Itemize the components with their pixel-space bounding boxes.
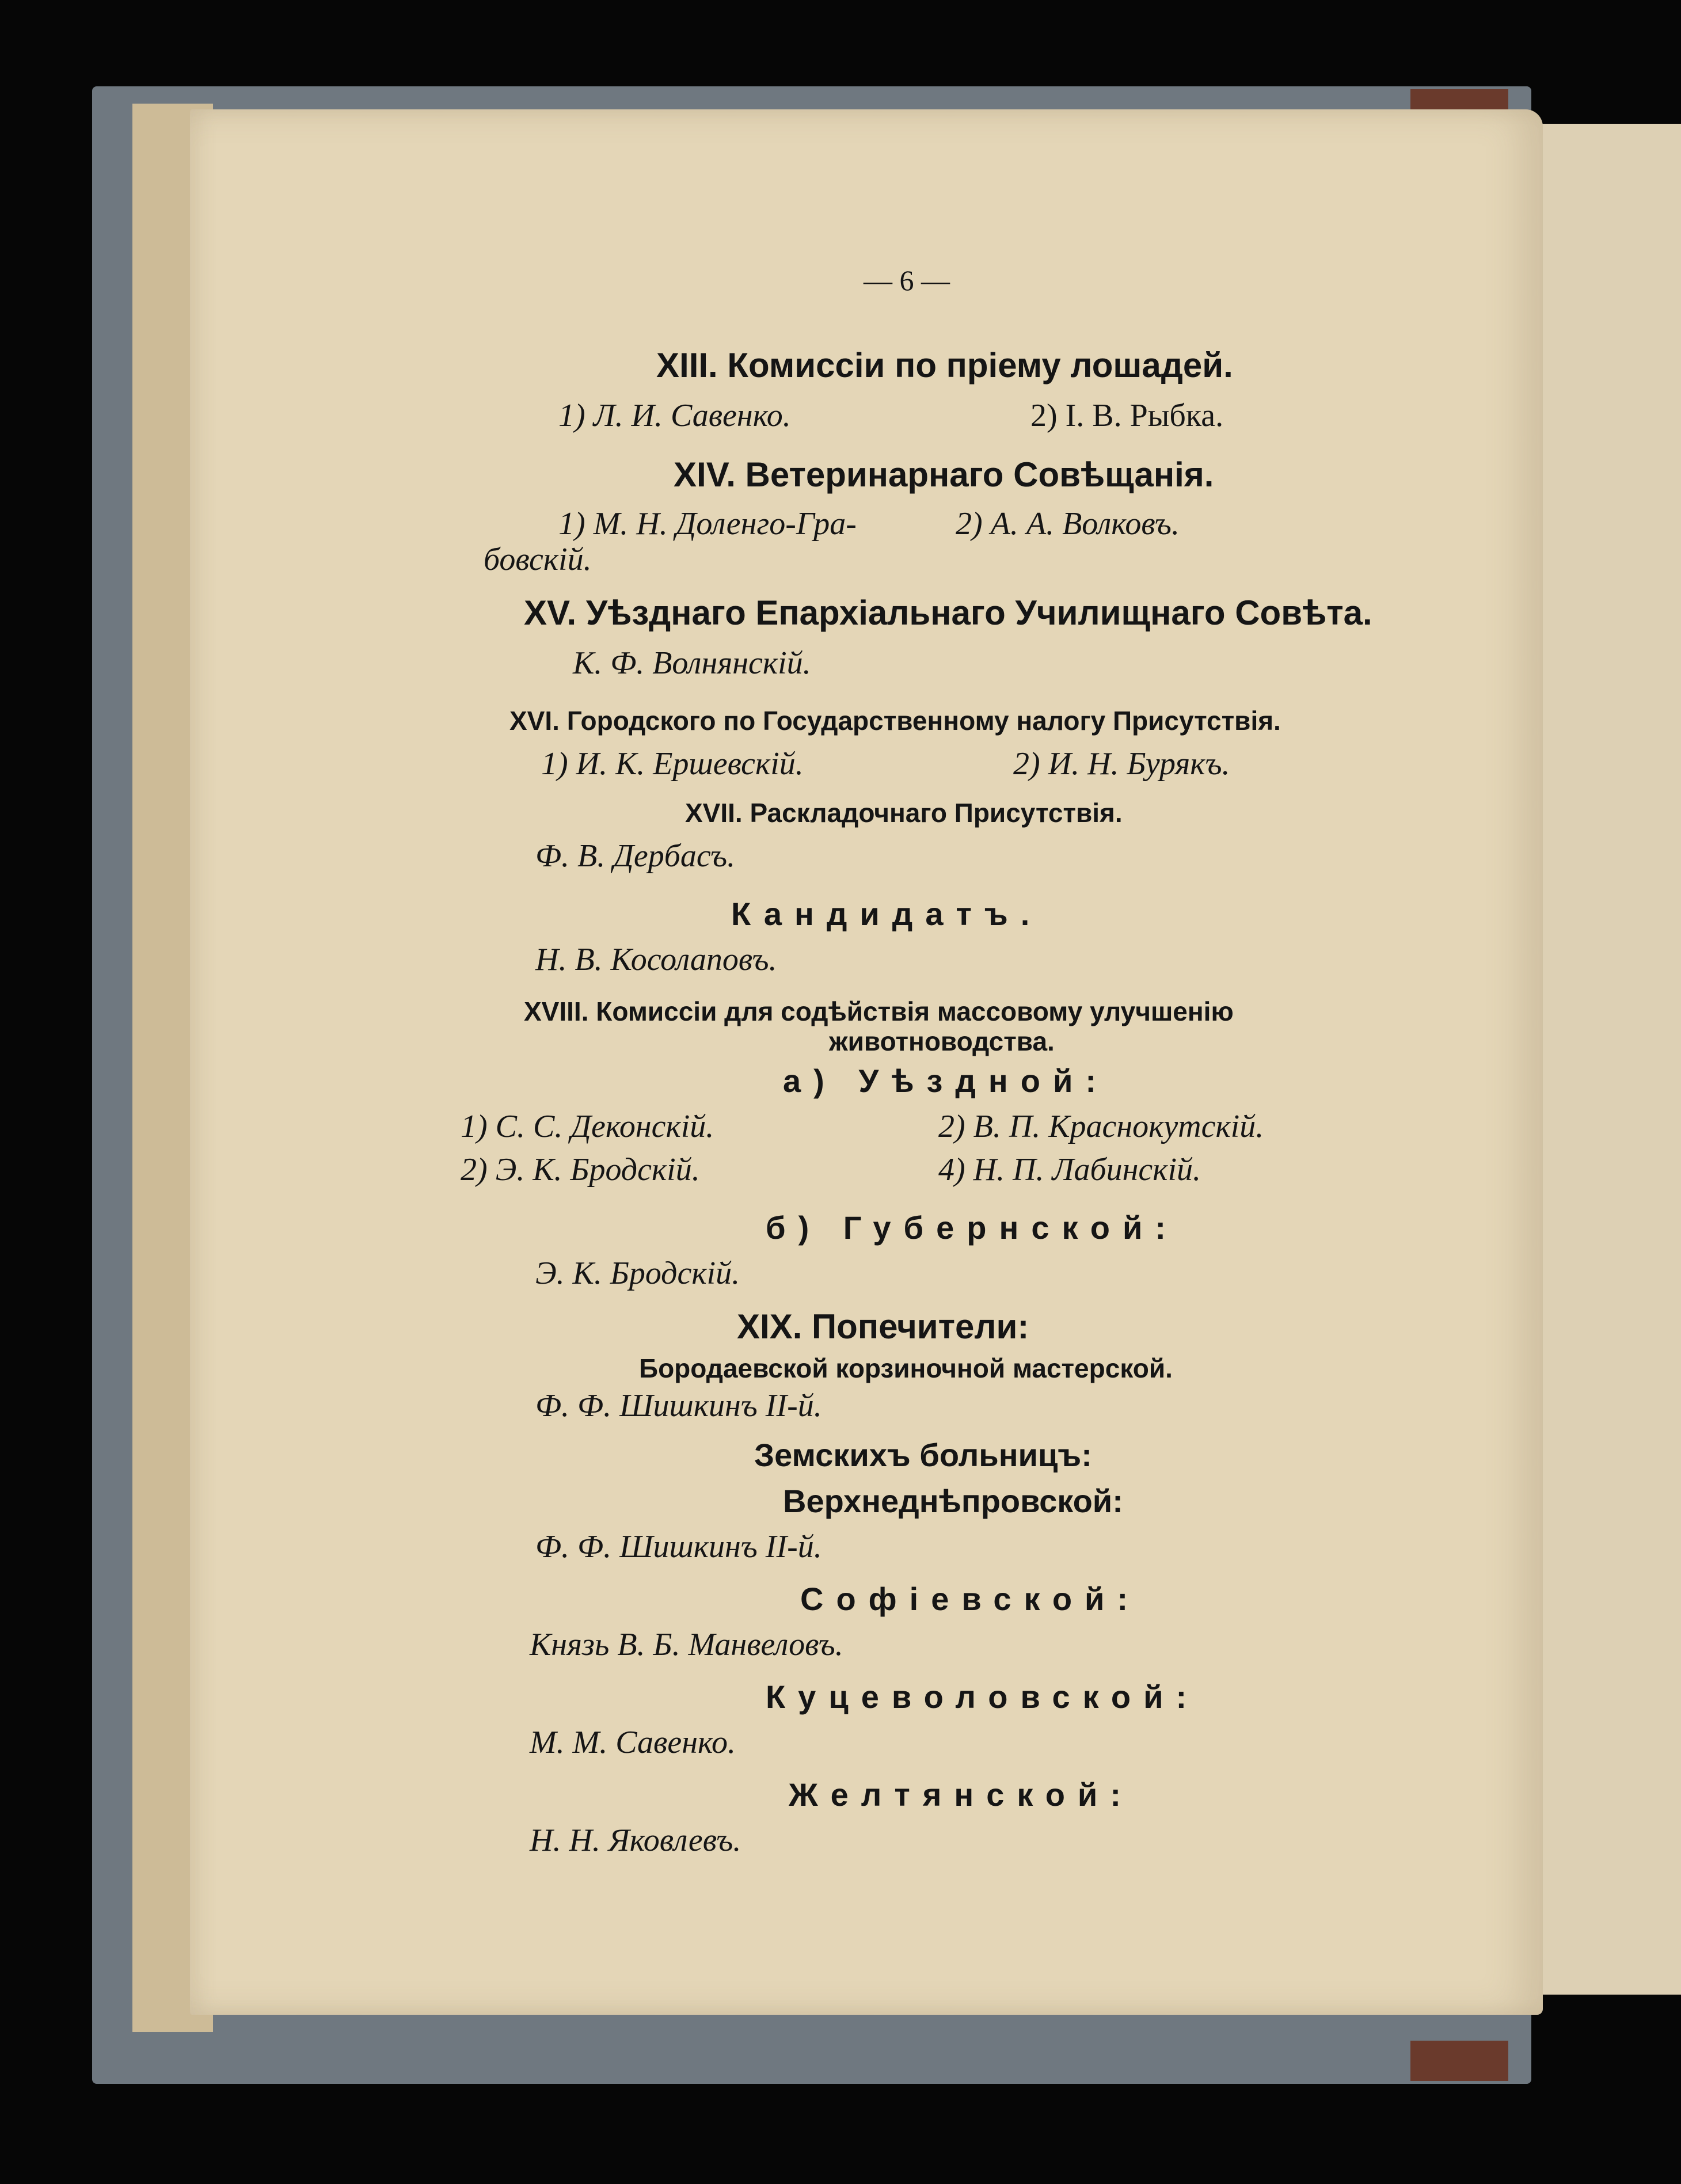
section-18-province-heading: б) Губернской: [766, 1209, 1179, 1246]
section-17-member: Ф. В. Дербасъ. [535, 838, 736, 874]
page [190, 109, 1543, 2015]
section-19-sub-member: Ф. Ф. Шишкинъ II-й. [535, 1388, 822, 1424]
section-14-heading: XIV. Ветеринарнаго Совѣщанія. [674, 455, 1214, 494]
section-18-district-member-4: 4) Н. П. Лабинскій. [938, 1152, 1201, 1188]
section-18-heading-line-2: животноводства. [829, 1026, 1055, 1056]
section-13-member-2: 2) І. В. Рыбка. [1030, 398, 1224, 433]
section-19-sub-heading: Бородаевской корзиночной мастерской. [639, 1353, 1173, 1383]
section-19-hospitals-heading: Земскихъ больницъ: [754, 1437, 1092, 1473]
right-facing-page [1531, 124, 1681, 1995]
section-14-member-2: 2) А. А. Волковъ. [956, 506, 1180, 542]
section-14-member-1: 1) М. Н. Доленго-Гра- [558, 506, 857, 542]
page-number: — 6 — [864, 264, 950, 296]
section-14-member-1-continuation: бовскій. [484, 542, 592, 577]
section-18-district-member-3: 2) Э. К. Бродскій. [461, 1152, 700, 1188]
section-18-heading-line-1: XVIII. Комиссіи для содѣйствія массовому улучшенію [524, 996, 1234, 1026]
hospital-name: Софіевской: [800, 1581, 1141, 1617]
section-18-district-member-1: 1) С. С. Деконскій. [461, 1109, 714, 1144]
section-15-heading: XV. Уѣзднаго Епархіальнаго Училищнаго Совѣта. [524, 593, 1372, 632]
hospital-name: Куцеволовской: [766, 1679, 1200, 1715]
hospital-name: Желтянской: [789, 1776, 1134, 1813]
hospital-member: М. М. Савенко. [530, 1725, 736, 1760]
spine-strip-bottom [1410, 2041, 1508, 2081]
section-19-heading: XIX. Попечители: [737, 1307, 1029, 1346]
section-13-heading: XIII. Комиссіи по пріему лошадей. [656, 346, 1233, 385]
section-16-member-2: 2) И. Н. Бурякъ. [1013, 746, 1230, 782]
section-17-heading: XVII. Раскладочнаго Присутствія. [685, 798, 1123, 828]
section-18-district-member-2: 2) В. П. Краснокутскій. [938, 1109, 1264, 1144]
section-17-candidate: Н. В. Косолаповъ. [535, 942, 777, 977]
hospital-member: Ф. Ф. Шишкинъ II-й. [535, 1529, 822, 1565]
section-13-member-1: 1) Л. И. Савенко. [558, 398, 791, 433]
section-15-member: К. Ф. Волнянскій. [573, 645, 811, 681]
hospital-member: Князь В. Б. Манвеловъ. [530, 1627, 843, 1662]
section-16-heading: XVI. Городского по Государственному налогу Присутствія. [509, 706, 1281, 736]
section-16-member-1: 1) И. К. Ершевскій. [541, 746, 804, 782]
hospital-member: Н. Н. Яковлевъ. [530, 1822, 741, 1858]
section-18-district-heading: а) Уѣздной: [783, 1063, 1109, 1099]
section-17-candidate-heading: Кандидатъ. [731, 896, 1043, 932]
hospital-name: Верхнеднѣпровской: [783, 1483, 1123, 1519]
section-18-province-member: Э. К. Бродскій. [535, 1255, 740, 1291]
